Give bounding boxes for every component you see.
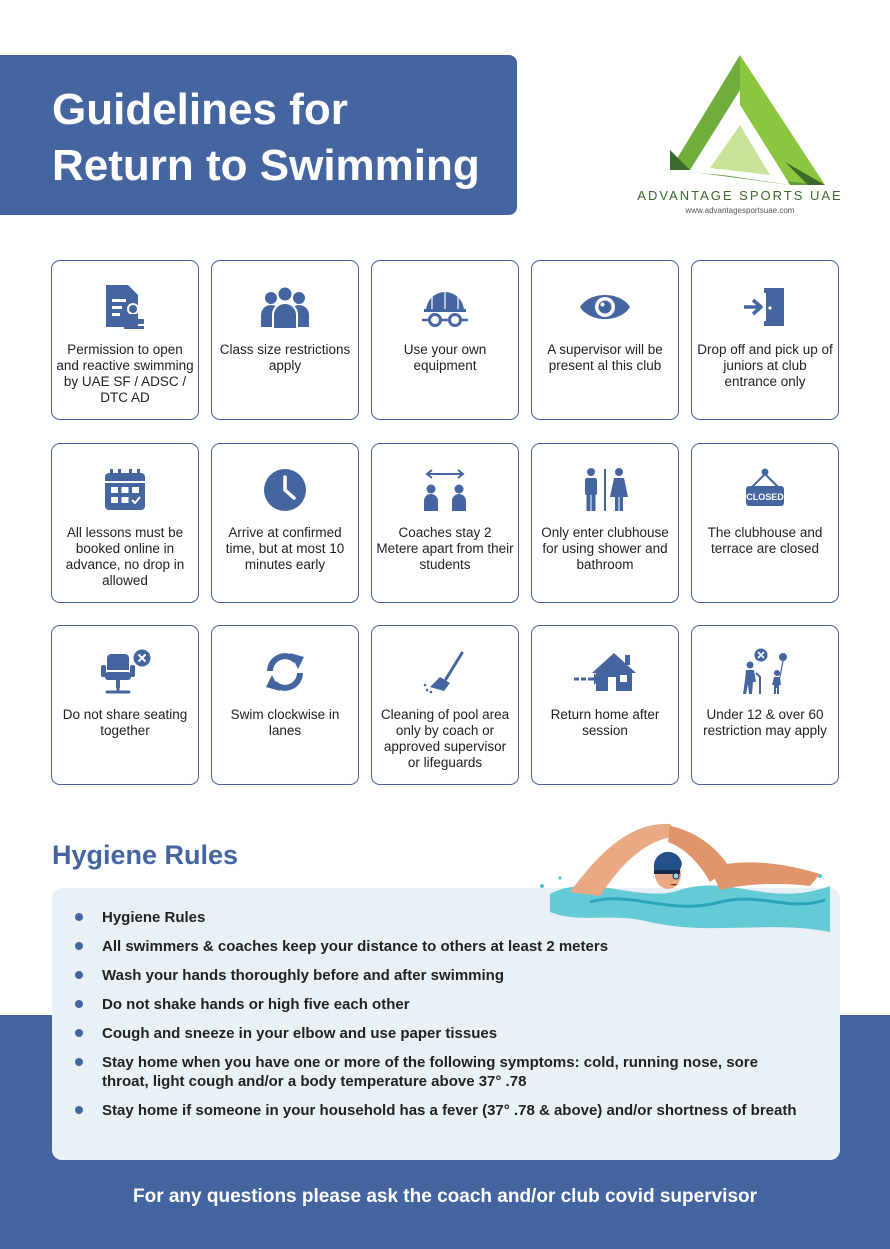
closed-sign-icon — [692, 462, 838, 518]
card-swim-clockwise — [211, 625, 359, 785]
no-seat-icon — [52, 644, 198, 700]
enter-door-icon — [692, 279, 838, 335]
card-label: A supervisor will be present al this club — [547, 342, 663, 373]
card-label: Coaches stay 2 Metere apart from their students — [376, 525, 514, 572]
age-restriction-icon — [692, 644, 838, 700]
swim-cap-goggles-icon — [372, 279, 518, 335]
page-title-line1: Guidelines for — [52, 85, 348, 134]
card-label: Permission to open and reactive swimming by UAE SF / ADSC / DTC AD — [56, 342, 194, 405]
hygiene-heading: Hygiene Rules — [52, 840, 239, 870]
bullet-icon — [75, 913, 83, 921]
card-clubhouse-bathroom — [531, 443, 679, 603]
card-cleaning — [371, 625, 519, 785]
card-arrival — [211, 443, 359, 603]
card-age-restriction — [691, 625, 839, 785]
card-label: Use your own equipment — [403, 342, 487, 373]
rotate-icon — [212, 644, 358, 700]
card-label: Return home after session — [550, 707, 660, 738]
restroom-icon — [532, 462, 678, 518]
bullet-icon — [75, 942, 83, 950]
list-item: Stay home if someone in your household has a fever (37° .78 & above) and/or shortness of breath — [102, 1101, 802, 1120]
list-item: All swimmers & coaches keep your distance to others at least 2 meters — [102, 937, 802, 956]
card-label: Do not share seating together — [62, 707, 188, 738]
list-item: Wash your hands thoroughly before and after swimming — [102, 966, 802, 985]
card-label: Only enter clubhouse for using shower and bathroom — [541, 525, 669, 572]
list-item: Do not shake hands or high five each other — [102, 995, 802, 1014]
logo-url: www.advantagesportsuae.com — [685, 206, 795, 215]
hygiene-list — [102, 908, 802, 1130]
card-label: Swim clockwise in lanes — [230, 707, 340, 738]
home-icon — [532, 644, 678, 700]
list-item: Stay home when you have one or more of the following symptoms: cold, running nose, sore throat, light cough and/or a body temperature above 37° .78 — [102, 1053, 802, 1091]
card-own-equipment — [371, 260, 519, 420]
card-return-home — [531, 625, 679, 785]
card-drop-off — [691, 260, 839, 420]
group-icon — [212, 279, 358, 335]
distance-icon — [372, 462, 518, 518]
card-label: Drop off and pick up of juniors at club entrance only — [697, 342, 833, 389]
card-label: The clubhouse and terrace are closed — [707, 525, 823, 556]
card-label: All lessons must be booked online in advance, no drop in allowed — [65, 525, 185, 588]
card-class-size — [211, 260, 359, 420]
card-booking — [51, 443, 199, 603]
bullet-icon — [75, 1000, 83, 1008]
broom-icon — [372, 644, 518, 700]
card-supervisor — [531, 260, 679, 420]
page-title — [52, 82, 480, 194]
document-stamp-icon — [52, 279, 198, 335]
bullet-icon — [75, 971, 83, 979]
bullet-icon — [75, 1029, 83, 1037]
card-seating — [51, 625, 199, 785]
card-clubhouse-closed — [691, 443, 839, 603]
footer-note: For any questions please ask the coach and/or club covid supervisor — [132, 1186, 758, 1207]
card-label: Under 12 & over 60 restriction may apply — [703, 707, 827, 738]
card-label: Cleaning of pool area only by coach or approved supervisor or lifeguards — [380, 707, 510, 770]
card-distance — [371, 443, 519, 603]
closed-sign-text: CLOSED — [746, 492, 784, 502]
card-label: Class size restrictions apply — [219, 342, 351, 373]
clock-icon — [212, 462, 358, 518]
bullet-icon — [75, 1058, 83, 1066]
list-item: Hygiene Rules — [102, 908, 802, 927]
eye-icon — [532, 279, 678, 335]
bullet-icon — [75, 1106, 83, 1114]
swimmer-illustration — [530, 812, 840, 937]
card-permission — [51, 260, 199, 420]
page-title-line2: Return to Swimming — [52, 141, 480, 190]
card-label: Arrive at confirmed time, but at most 10 minutes early — [225, 525, 345, 572]
list-item: Cough and sneeze in your elbow and use paper tissues — [102, 1024, 802, 1043]
logo-name: ADVANTAGE SPORTS UAE — [637, 188, 843, 203]
calendar-icon — [52, 462, 198, 518]
